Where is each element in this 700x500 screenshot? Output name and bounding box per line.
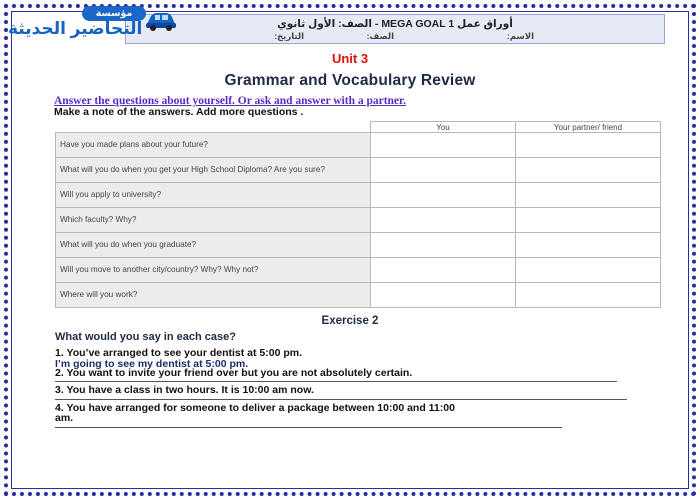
table-header-blank	[56, 122, 371, 133]
table-header-partner: Your partner/ friend	[516, 122, 661, 133]
exercise-2-title: Exercise 2	[321, 315, 379, 327]
exercise-item-4: 4. You have arranged for someone to deliver a package between 10:00 and 11:00	[55, 402, 455, 414]
unit-heading: Unit 3	[331, 51, 369, 66]
exercise-item-4-cont: am.	[55, 412, 74, 424]
class-label: الصف:	[366, 31, 394, 41]
date-label: التاريخ:	[274, 31, 304, 41]
question-cell: What will you do when you get your High School Diploma? Are you sure?	[56, 158, 371, 183]
instruction-line-2: Make a note of the answers. Add more questions .	[54, 106, 304, 118]
question-cell: Will you apply to university?	[56, 183, 371, 208]
table-header-you: You	[371, 122, 516, 133]
exercise-item-1: 1. You’ve arranged to see your dentist at 5:00 pm.	[55, 347, 303, 359]
logo-badge: مؤسسة	[82, 6, 146, 21]
page-title: Grammar and Vocabulary Review	[224, 72, 476, 89]
table-row	[56, 133, 661, 158]
answer-cell-you[interactable]	[371, 258, 516, 283]
name-label: الاسم:	[506, 31, 534, 41]
answer-cell-you[interactable]	[371, 183, 516, 208]
publisher-logo	[6, 4, 176, 46]
logo-name: التحاضير الحديثة	[8, 19, 143, 38]
answer-line[interactable]	[55, 381, 617, 382]
answer-cell-you[interactable]	[371, 233, 516, 258]
table-row	[56, 283, 661, 308]
table-row	[56, 258, 661, 283]
car-icon	[144, 8, 178, 32]
answer-cell-you[interactable]	[371, 133, 516, 158]
table-header-row	[56, 122, 661, 133]
question-cell: Have you made plans about your future?	[56, 133, 371, 158]
table-row	[56, 183, 661, 208]
table-row	[56, 233, 661, 258]
answer-cell-you[interactable]	[371, 158, 516, 183]
exercise-item-2: 2. You want to invite your friend over but you are not absolutely certain.	[55, 367, 413, 379]
answer-cell-partner[interactable]	[516, 283, 661, 308]
instruction-line-1: Answer the questions about yourself. Or ask and answer with a partner.	[54, 95, 406, 107]
question-cell: What will you do when you graduate?	[56, 233, 371, 258]
answer-cell-you[interactable]	[371, 283, 516, 308]
question-cell: Which faculty? Why?	[56, 208, 371, 233]
exercise-2-prompt: What would you say in each case?	[55, 331, 236, 343]
question-cell: Where will you work?	[56, 283, 371, 308]
answer-cell-you[interactable]	[371, 208, 516, 233]
answer-line[interactable]	[55, 427, 562, 428]
answer-cell-partner[interactable]	[516, 183, 661, 208]
header-title: أوراق عمل MEGA GOAL 1 - الصف: الأول ثانوي	[277, 18, 513, 30]
table-row	[56, 208, 661, 233]
worksheet-header	[125, 14, 665, 44]
table-row	[56, 158, 661, 183]
answer-cell-partner[interactable]	[516, 208, 661, 233]
exercise-example-answer: I’m going to see my dentist at 5:00 pm.	[55, 358, 249, 370]
answer-cell-partner[interactable]	[516, 258, 661, 283]
questions-table	[55, 121, 661, 308]
answer-cell-partner[interactable]	[516, 133, 661, 158]
exercise-item-3: 3. You have a class in two hours. It is 10:00 am now.	[55, 384, 314, 396]
answer-cell-partner[interactable]	[516, 158, 661, 183]
answer-cell-partner[interactable]	[516, 233, 661, 258]
answer-line[interactable]	[55, 399, 627, 400]
question-cell: Will you move to another city/country? Why? Why not?	[56, 258, 371, 283]
